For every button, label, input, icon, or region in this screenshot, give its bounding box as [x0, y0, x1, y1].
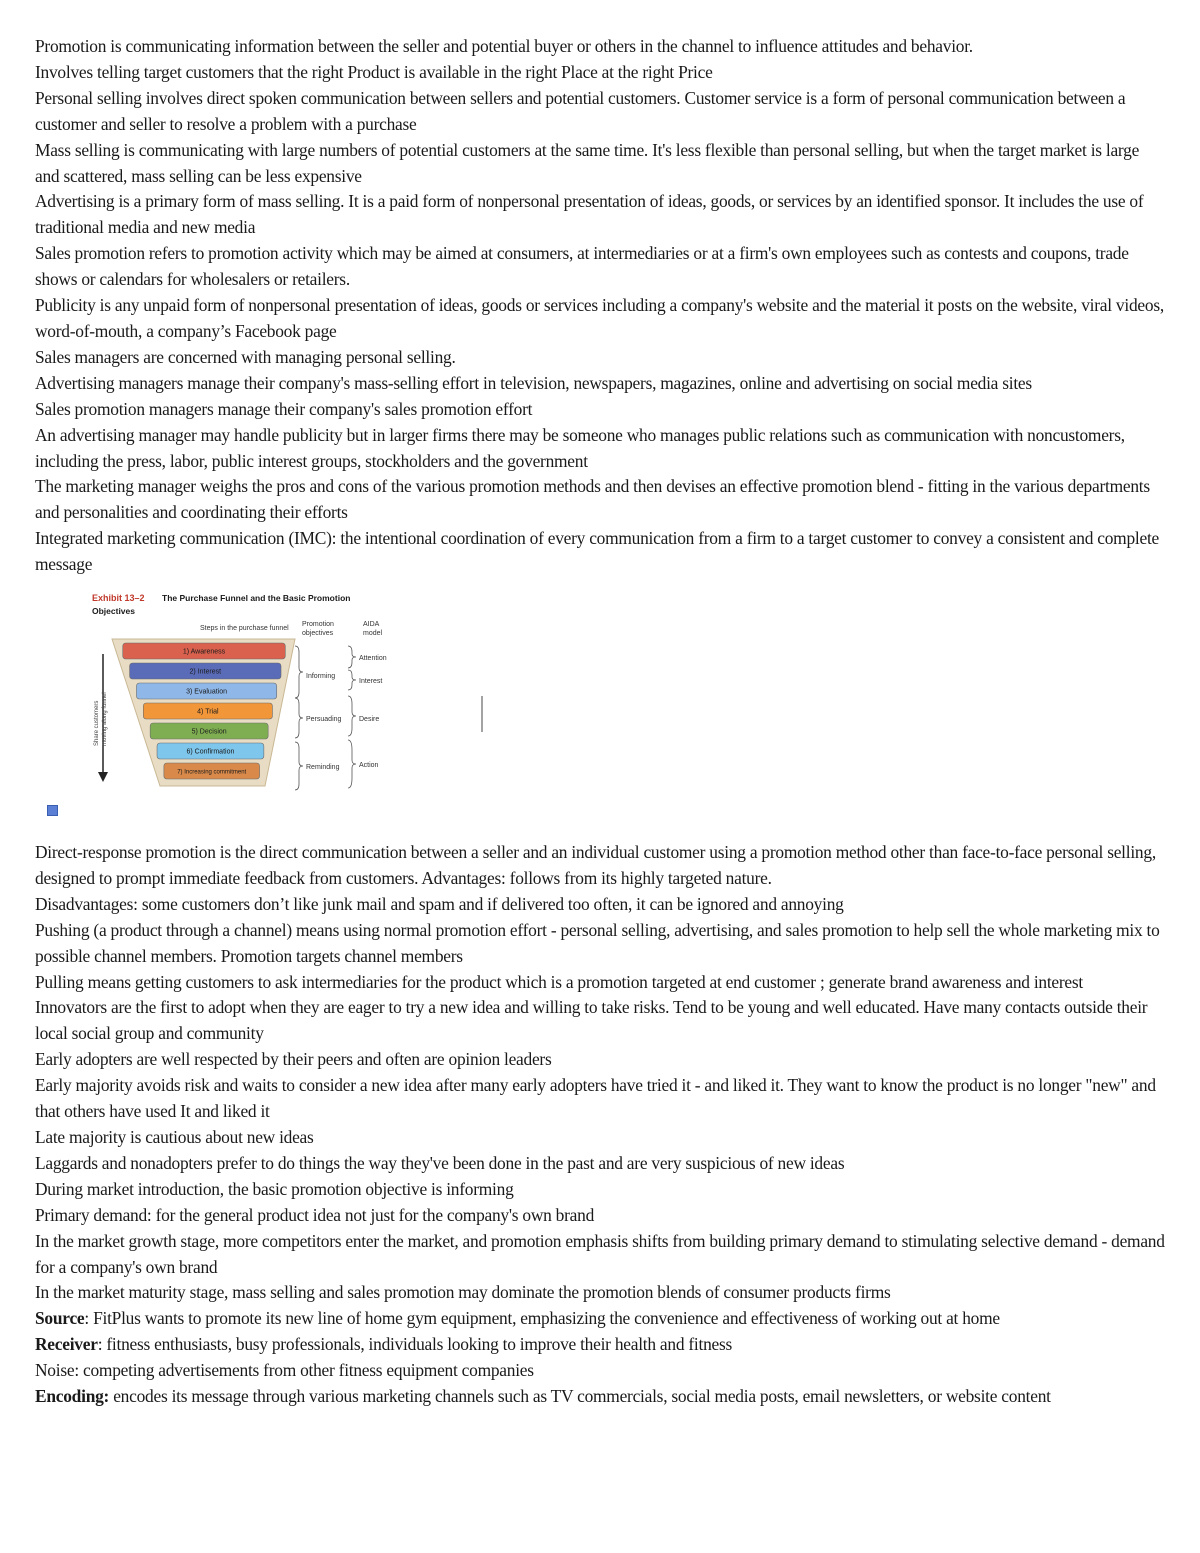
paragraph: An advertising manager may handle publicity but in larger firms there may be someone who manages public relations such as communication with noncustomers, including the press, labor, public interest groups, stockholders and the government	[35, 424, 1125, 471]
funnel-diagram	[90, 586, 504, 818]
aida-attention: Attention	[359, 655, 387, 663]
funnel-step-label: 3) Evaluation	[186, 688, 228, 696]
paragraph: Promotion is communicating information between the seller and potential buyer or others in the channel to influence attitudes and behavior.	[35, 36, 973, 56]
paragraphs-after	[35, 840, 1166, 1410]
aida-header-line1: AIDA	[363, 621, 380, 629]
paragraph: Advertising is a primary form of mass selling. It is a paid form of nonpersonal presentation of ideas, goods, or services by an identified sponsor. It includes the use of traditional media and new media	[35, 191, 1144, 238]
encoding-label: Encoding:	[35, 1386, 110, 1407]
steps-header: Steps in the purchase funnel	[200, 625, 289, 633]
encoding-paragraph	[35, 1384, 1166, 1410]
aida-header-line2: model	[363, 630, 383, 638]
funnel-step-label: 6) Confirmation	[186, 748, 235, 756]
source-label: Source	[35, 1308, 85, 1329]
funnel-step-label: 2) Interest	[189, 668, 222, 676]
source-text: : FitPlus wants to promote its new line of home gym equipment, emphasizing the convenience and effectiveness of working out at home	[84, 1308, 1000, 1329]
paragraph: Involves telling target customers that the right Product is available in the right Place at the right Price	[35, 61, 713, 82]
paragraph: Late majority is cautious about new ideas	[35, 1127, 314, 1147]
paragraph: Innovators are the first to adopt when they are eager to try a new idea and willing to take risks. Tend to be young and well educated. Have many contacts outside their local social group and community	[35, 997, 1148, 1044]
purchase-funnel-figure	[90, 586, 504, 818]
paragraph: Pulling means getting customers to ask intermediaries for the product which is a promotion targeted at end customer ; generate brand awareness and interest	[35, 971, 1084, 992]
source-paragraph	[35, 1306, 1166, 1332]
downward-arrow-head-icon	[98, 772, 108, 782]
paragraph: Integrated marketing communication (IMC): the intentional coordination of every communication from a firm to a target customer to convey a consistent and complete message	[35, 528, 1159, 575]
noise-text: : competing advertisements from other fitness equipment companies	[74, 1360, 534, 1381]
paragraph: The marketing manager weighs the pros and cons of the various promotion methods and then devises an effective promotion blend - fitting in the various departments and personalities and coordinating their efforts	[35, 476, 1150, 523]
noise-paragraph	[35, 1358, 1166, 1384]
arrow-label-line2: moving along funnel	[102, 692, 108, 747]
noise-label: Noise	[35, 1360, 75, 1381]
paragraph: Primary demand: for the general product idea not just for the company's own brand	[35, 1204, 595, 1225]
exhibit-label: Exhibit 13–2	[92, 593, 145, 604]
paragraph: In the market growth stage, more competitors enter the market, and promotion emphasis shifts from building primary demand to stimulating selective demand - demand for a company's own brand	[35, 1230, 1165, 1277]
figure-title-line1: The Purchase Funnel and the Basic Promotion	[162, 593, 351, 604]
paragraph: In the market maturity stage, mass selling and sales promotion may dominate the promotion blends of consumer products firms	[35, 1282, 891, 1303]
image-anchor-icon[interactable]	[47, 805, 58, 816]
paragraphs-before	[35, 34, 1166, 578]
objective-informing: Informing	[306, 673, 336, 681]
receiver-label: Receiver	[35, 1334, 98, 1355]
figure-title-line2: Objectives	[92, 606, 135, 617]
paragraph: Mass selling is communicating with large numbers of potential customers at the same time. It's less flexible than personal selling, but when the target market is large and scattered, mass selling can be less expensive	[35, 139, 1140, 186]
funnel-steps	[123, 643, 286, 779]
paragraph: Direct-response promotion is the direct communication between a seller and an individual customer using a promotion method other than face-to-face personal selling, designed to prompt immediate feedback from customers. Advantages: follows from its highly targeted nature.	[35, 842, 1156, 888]
paragraph: Laggards and nonadopters prefer to do things the way they've been done in the past and are very suspicious of new ideas	[35, 1152, 845, 1173]
promo-header-line2: objectives	[302, 630, 334, 638]
paragraph: Advertising managers manage their company's mass-selling effort in television, newspapers, magazines, online and advertising on social media sites	[35, 372, 1032, 393]
receiver-paragraph	[35, 1332, 1166, 1358]
encoding-text: encodes its message through various marketing channels such as TV commercials, social media posts, email newsletters, or website content	[109, 1386, 1051, 1407]
objective-reminding: Reminding	[306, 764, 340, 772]
objective-persuading: Persuading	[306, 716, 342, 724]
paragraph: Sales managers are concerned with managing personal selling.	[35, 346, 456, 367]
paragraph: Publicity is any unpaid form of nonpersonal presentation of ideas, goods or services including a company's website and the material it posts on the website, viral videos, word-of-mouth, a company’s Facebook page	[35, 295, 1164, 341]
funnel-step-label: 7) Increasing commitment	[177, 769, 247, 776]
aida-desire: Desire	[359, 716, 380, 724]
arrow-label-line1: Share customers	[94, 700, 100, 747]
funnel-step-label: 5) Decision	[191, 728, 227, 736]
arrow-label	[94, 692, 108, 746]
funnel-step-label: 1) Awareness	[182, 648, 226, 656]
aida-interest: Interest	[359, 678, 383, 686]
paragraph: Early adopters are well respected by their peers and often are opinion leaders	[35, 1049, 552, 1070]
paragraph: Early majority avoids risk and waits to consider a new idea after many early adopters have tried it - and liked it. They want to know the product is no longer "new" and that others have used It and liked it	[35, 1075, 1156, 1122]
aida-action: Action	[359, 762, 379, 770]
paragraph: Sales promotion managers manage their company's sales promotion effort	[35, 398, 533, 419]
paragraph: During market introduction, the basic promotion objective is informing	[35, 1178, 514, 1199]
paragraph: Sales promotion refers to promotion activity which may be aimed at consumers, at intermediaries or at a firm's own employees such as contests and coupons, trade shows or calendars for wholesalers or retailers.	[35, 243, 1129, 290]
paragraph: Disadvantages: some customers don’t like junk mail and spam and if delivered too often, it can be ignored and annoying	[35, 893, 844, 914]
promo-header-line1: Promotion	[302, 621, 334, 629]
paragraph: Pushing (a product through a channel) means using normal promotion effort - personal selling, advertising, and sales promotion to help sell the whole marketing mix to possible channel members. Promotion targets channel members	[35, 919, 1160, 966]
paragraph: Personal selling involves direct spoken communication between sellers and potential customers. Customer service is a form of personal communication between a customer and seller to resolve a problem with a purchase	[35, 87, 1126, 134]
receiver-text: : fitness enthusiasts, busy professionals, individuals looking to improve their health and fitness	[97, 1334, 733, 1355]
funnel-step-label: 4) Trial	[197, 708, 219, 716]
